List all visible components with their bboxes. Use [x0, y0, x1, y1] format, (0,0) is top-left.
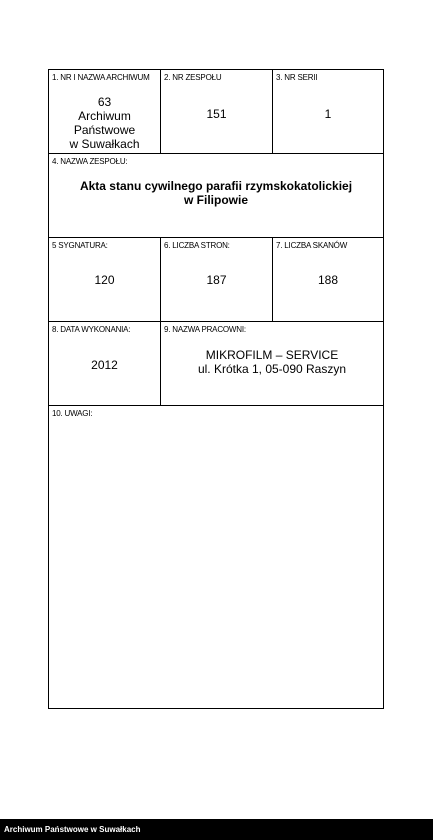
fonds-name-line1: Akta stanu cywilnego parafii rzymskokatolickiej [79, 179, 353, 193]
date-made-value: 2012 [91, 358, 118, 372]
fonds-number-cell [161, 70, 273, 153]
page-count-value: 187 [206, 273, 227, 287]
fonds-name-cell [49, 154, 383, 237]
date-made-label: 8. DATA WYKONANIA: [52, 325, 131, 334]
form-row-2 [49, 154, 383, 238]
form-row-5 [49, 406, 383, 708]
date-made-cell [49, 322, 161, 405]
metadata-form [48, 69, 384, 709]
workshop-line2: ul. Krótka 1, 05-090 Raszyn [197, 362, 347, 376]
form-row-3 [49, 238, 383, 322]
series-number-value: 1 [324, 107, 332, 121]
signature-value: 120 [94, 273, 115, 287]
page-count-cell [161, 238, 273, 321]
series-number-cell [273, 70, 383, 153]
fonds-number-label: 2. NR ZESPOŁU [164, 73, 222, 82]
page-count-label: 6. LICZBA STRON: [164, 241, 230, 250]
signature-cell [49, 238, 161, 321]
fonds-name-line2: w Filipowie [183, 193, 248, 207]
workshop-line1: MIKROFILM – SERVICE [205, 348, 339, 362]
scan-count-label: 7. LICZBA SKANÓW [276, 241, 348, 250]
fonds-number-value: 151 [206, 107, 227, 121]
scan-count-cell [273, 238, 383, 321]
remarks-cell [49, 406, 383, 708]
fonds-name-label: 4. NAZWA ZESPOŁU: [52, 157, 128, 166]
workshop-value [161, 348, 383, 376]
archive-value [49, 95, 160, 151]
archive-name-line2: w Suwałkach [69, 137, 140, 151]
fonds-name-value [49, 179, 383, 207]
archive-cell [49, 70, 161, 153]
scan-count-value: 188 [317, 273, 339, 287]
workshop-cell [161, 322, 383, 405]
archive-label: 1. NR I NAZWA ARCHIWUM [52, 73, 150, 82]
archive-footer-bar: Archiwum Państwowe w Suwałkach [0, 819, 433, 840]
series-number-label: 3. NR SERII [276, 73, 318, 82]
archive-name-line1: Archiwum Państwowe [73, 109, 136, 137]
workshop-label: 9. NAZWA PRACOWNI: [164, 325, 246, 334]
archive-number: 63 [97, 95, 112, 109]
form-row-1 [49, 70, 383, 154]
remarks-label: 10. UWAGI: [52, 409, 93, 418]
signature-label: 5 SYGNATURA: [52, 241, 108, 250]
form-row-4 [49, 322, 383, 406]
